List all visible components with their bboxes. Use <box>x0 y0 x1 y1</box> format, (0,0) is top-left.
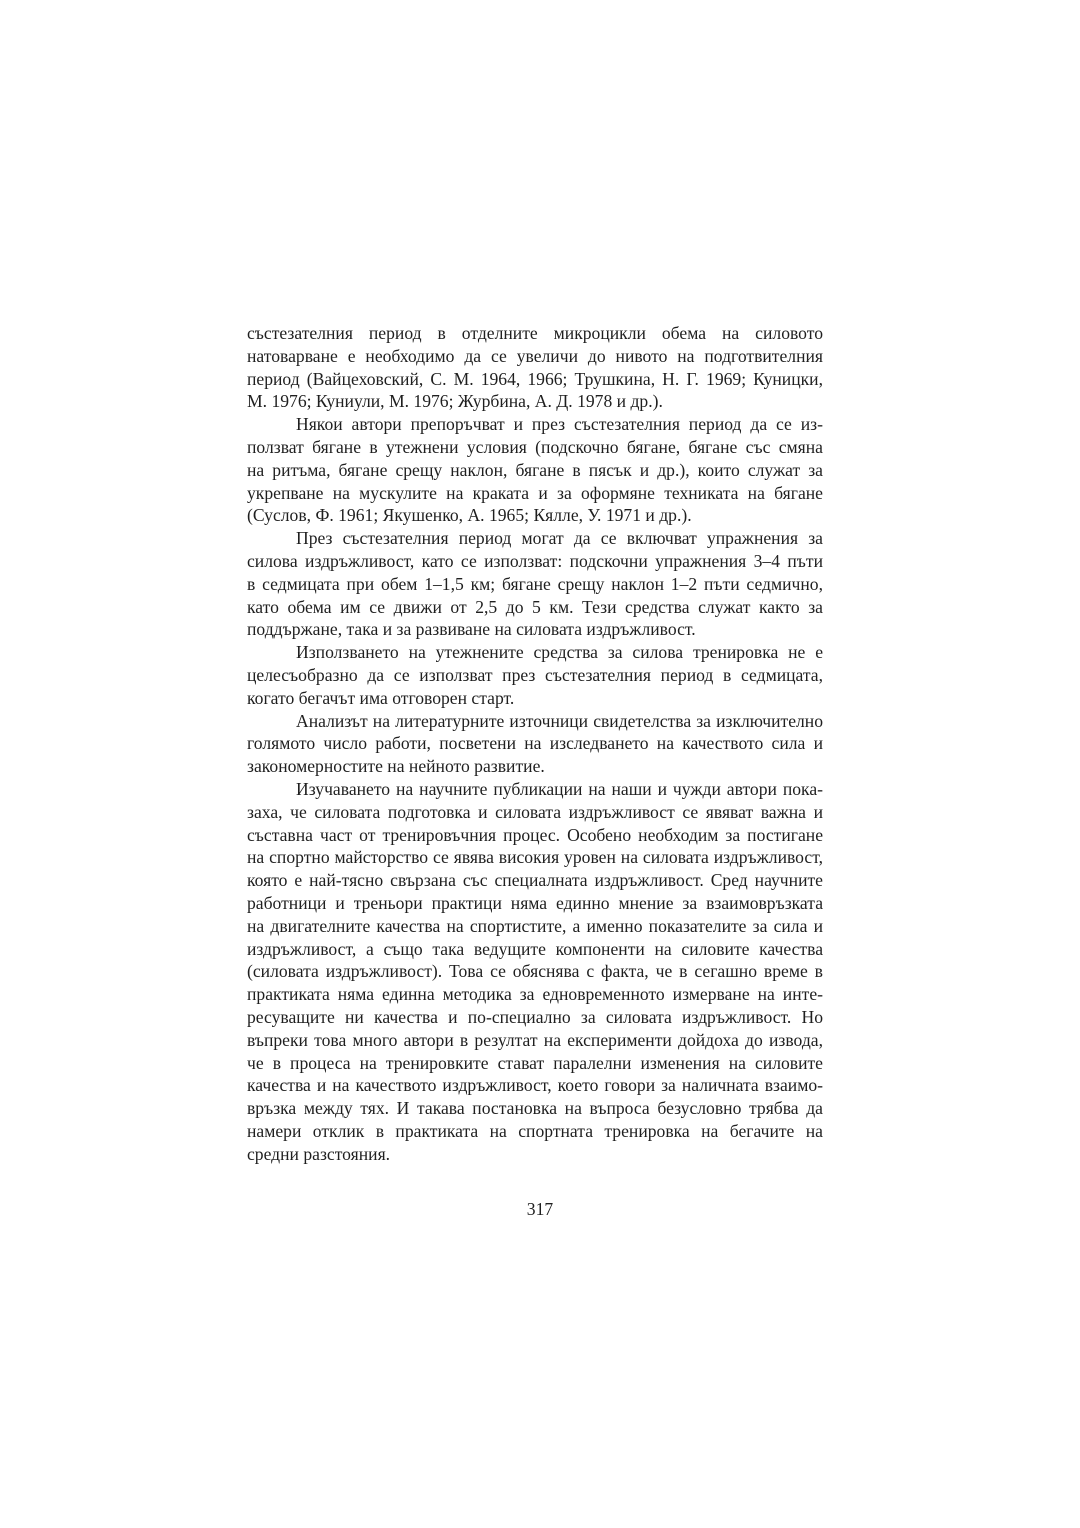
text-line: като обема им се движи от 2,5 до 5 км. Тези средства служат както за <box>247 596 823 617</box>
paragraph <box>247 413 823 527</box>
text-line: Анализът на литературните източници свидетелства за изключително <box>296 710 823 731</box>
text-line: в седмицата при обем 1–1,5 км; бягане срещу наклон 1–2 пъти седмично, <box>247 573 823 594</box>
text-line: укрепване на мускулите на краката и за оформяне техниката на бягане <box>247 482 823 503</box>
text-line: ресуващите ни качества и по-специално за силовата издръжливост. Но <box>247 1006 823 1027</box>
text-line: голямото число работи, посветени на изследването на качеството сила и <box>247 733 823 754</box>
text-line: когато бегачът има отговорен старт. <box>247 687 515 708</box>
text-line: връзка между тях. И такава постановка на въпроса безусловно трябва да <box>247 1098 823 1119</box>
text-line: М. 1976; Куниули, М. 1976; Журбина, А. Д. 1978 и др.). <box>247 391 663 412</box>
paragraph <box>247 641 823 709</box>
text-line: практиката няма единна методика за едновременното измерване на инте- <box>247 984 823 1005</box>
body-text <box>247 322 823 1165</box>
text-line: на ритъма, бягане срещу наклон, бягане в пясък и др.), които служат за <box>247 459 823 480</box>
text-line: Използването на утежнените средства за силова тренировка не е <box>296 642 823 663</box>
page-number: 317 <box>526 1199 554 1219</box>
text-line: (силовата издръжливост). Това се обяснява с факта, че в сегашно време в <box>247 961 823 982</box>
text-line: въпреки това много автори в резултат на експерименти дойдоха до извода, <box>247 1029 823 1050</box>
text-line: (Суслов, Ф. 1961; Якушенко, А. 1965; Кялле, У. 1971 и др.). <box>247 505 692 526</box>
text-line: Изучаването на научните публикации на наши и чужди автори пока- <box>296 778 823 799</box>
text-line: През състезателния период могат да се включват упражнения за <box>296 528 823 549</box>
text-line: че в процеса на тренировките стават паралелни изменения на силовите <box>247 1052 823 1073</box>
paragraph <box>247 710 823 778</box>
text-line: съставна част от тренировъчния процес. Особено необходим за постигане <box>247 824 823 845</box>
text-line: ползват бягане в утежнени условия (подскочно бягане, бягане със смяна <box>247 436 823 457</box>
paragraph <box>247 322 823 413</box>
text-line: силова издръжливост, като се използват: подскочни упражнения 3–4 пъти <box>247 550 823 571</box>
text-line: целесъобразно да се използват през състезателния период в седмицата, <box>247 664 823 685</box>
text-line: качества и на качеството издръжливост, което говори за наличната взаимо- <box>247 1075 823 1096</box>
text-line: на двигателните качества на спортистите, а именно показателите за сила и <box>247 915 823 936</box>
text-line: поддържане, така и за развиване на силовата издръжливост. <box>247 619 696 640</box>
text-line: на спортно майсторство се явява високия уровен на силовата издръжливост, <box>247 847 823 868</box>
paragraph <box>247 778 823 1166</box>
text-line: средни разстояния. <box>247 1143 391 1164</box>
text-line: състезателния период в отделните микроцикли обема на силовото <box>247 323 823 343</box>
text-line: заха, че силовата подготовка и силовата издръжливост се явяват важна и <box>247 801 823 822</box>
text-line: период (Вайцеховский, С. М. 1964, 1966; Трушкина, Н. Г. 1969; Куницки, <box>247 368 823 389</box>
text-line: Някои автори препоръчват и през състезателния период да се из- <box>296 414 823 435</box>
text-line: издръжливост, а също така ведущите компоненти на силовите качества <box>247 938 823 959</box>
paragraph <box>247 527 823 641</box>
text-line: закономерностите на нейното развитие. <box>247 756 545 777</box>
text-line: намери отклик в практиката на спортната тренировка на бегачите на <box>247 1120 823 1141</box>
text-line: натоварване е необходимо да се увеличи до нивото на подготвителния <box>247 345 823 366</box>
text-line: която е най-тясно свързана със специалната издръжливост. Сред научните <box>247 870 823 891</box>
text-line: работници и треньори практици няма единно мнение за взаимовръзката <box>247 892 823 913</box>
